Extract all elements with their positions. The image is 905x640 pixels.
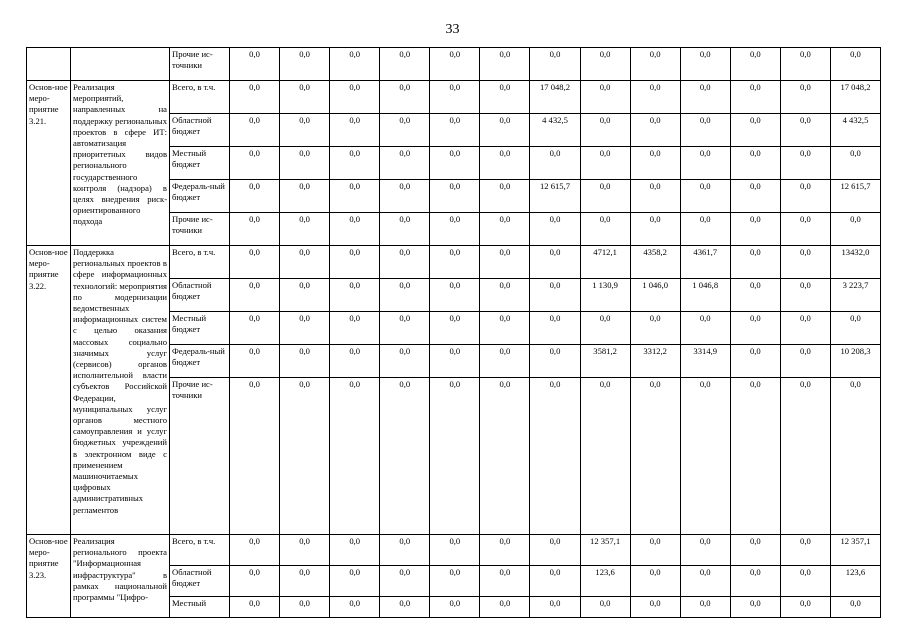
value-cell: 17 048,2 [530, 81, 580, 114]
value-cell: 0,0 [480, 81, 530, 114]
value-cell: 0,0 [430, 566, 480, 597]
event-cell: Основ-ное меро-приятие 3.21. [27, 81, 71, 246]
value-cell: 0,0 [280, 114, 330, 147]
value-cell: 0,0 [780, 378, 830, 535]
value-cell: 0,0 [730, 312, 780, 345]
value-cell: 0,0 [630, 180, 680, 213]
funding-source-cell: Всего, в т.ч. [170, 246, 230, 279]
value-cell: 0,0 [630, 147, 680, 180]
value-cell: 0,0 [530, 535, 580, 566]
value-cell: 0,0 [380, 597, 430, 618]
value-cell: 12 615,7 [530, 180, 580, 213]
value-cell: 0,0 [480, 312, 530, 345]
value-cell: 0,0 [580, 114, 630, 147]
value-cell: 0,0 [530, 279, 580, 312]
value-cell: 0,0 [480, 246, 530, 279]
value-cell: 0,0 [580, 378, 630, 535]
value-cell: 0,0 [830, 312, 880, 345]
value-cell: 0,0 [680, 180, 730, 213]
value-cell: 0,0 [780, 114, 830, 147]
value-cell: 4712,1 [580, 246, 630, 279]
value-cell: 0,0 [480, 147, 530, 180]
value-cell: 0,0 [680, 535, 730, 566]
value-cell: 0,0 [430, 597, 480, 618]
value-cell: 0,0 [430, 246, 480, 279]
table-row [27, 535, 881, 566]
value-cell: 0,0 [780, 246, 830, 279]
value-cell: 0,0 [280, 345, 330, 378]
value-cell: 0,0 [730, 48, 780, 81]
value-cell: 0,0 [330, 81, 380, 114]
event-cell: Основ-ное меро-приятие 3.23. [27, 535, 71, 618]
value-cell: 0,0 [380, 180, 430, 213]
value-cell: 0,0 [480, 180, 530, 213]
value-cell: 123,6 [830, 566, 880, 597]
value-cell: 0,0 [430, 378, 480, 535]
value-cell: 0,0 [280, 81, 330, 114]
value-cell: 13432,0 [830, 246, 880, 279]
value-cell: 3312,2 [630, 345, 680, 378]
value-cell: 0,0 [730, 597, 780, 618]
value-cell: 0,0 [380, 147, 430, 180]
value-cell: 0,0 [730, 213, 780, 246]
value-cell: 0,0 [780, 566, 830, 597]
value-cell: 0,0 [330, 180, 380, 213]
value-cell: 0,0 [730, 378, 780, 535]
value-cell: 12 615,7 [830, 180, 880, 213]
value-cell: 0,0 [580, 81, 630, 114]
value-cell: 0,0 [730, 566, 780, 597]
value-cell: 4 432,5 [830, 114, 880, 147]
value-cell: 0,0 [630, 81, 680, 114]
value-cell: 0,0 [330, 147, 380, 180]
value-cell: 0,0 [730, 345, 780, 378]
value-cell: 0,0 [730, 81, 780, 114]
value-cell: 0,0 [580, 312, 630, 345]
value-cell: 0,0 [280, 566, 330, 597]
value-cell: 0,0 [230, 114, 280, 147]
value-cell: 0,0 [230, 378, 280, 535]
value-cell: 0,0 [480, 597, 530, 618]
value-cell: 0,0 [630, 566, 680, 597]
value-cell: 3 223,7 [830, 279, 880, 312]
value-cell: 0,0 [380, 48, 430, 81]
funding-source-cell: Всего, в т.ч. [170, 81, 230, 114]
value-cell: 0,0 [380, 312, 430, 345]
value-cell: 0,0 [430, 114, 480, 147]
value-cell: 0,0 [530, 566, 580, 597]
value-cell: 0,0 [680, 81, 730, 114]
value-cell: 0,0 [280, 535, 330, 566]
page-number: 33 [445, 22, 460, 37]
value-cell: 12 357,1 [830, 535, 880, 566]
value-cell: 0,0 [330, 246, 380, 279]
value-cell: 0,0 [680, 597, 730, 618]
value-cell: 0,0 [630, 378, 680, 535]
value-cell: 0,0 [780, 147, 830, 180]
value-cell: 0,0 [330, 114, 380, 147]
value-cell: 0,0 [330, 213, 380, 246]
value-cell: 3581,2 [580, 345, 630, 378]
budget-table [26, 47, 881, 618]
value-cell: 17 048,2 [830, 81, 880, 114]
value-cell: 0,0 [430, 180, 480, 213]
value-cell: 0,0 [230, 81, 280, 114]
value-cell: 0,0 [430, 81, 480, 114]
value-cell: 0,0 [780, 597, 830, 618]
value-cell: 0,0 [680, 312, 730, 345]
value-cell: 0,0 [830, 48, 880, 81]
value-cell: 0,0 [630, 597, 680, 618]
value-cell: 0,0 [280, 48, 330, 81]
value-cell: 0,0 [830, 213, 880, 246]
value-cell: 0,0 [580, 597, 630, 618]
value-cell: 0,0 [230, 597, 280, 618]
value-cell: 0,0 [280, 213, 330, 246]
value-cell: 0,0 [680, 114, 730, 147]
value-cell: 0,0 [330, 312, 380, 345]
value-cell: 1 046,0 [630, 279, 680, 312]
value-cell: 0,0 [630, 312, 680, 345]
value-cell: 0,0 [480, 535, 530, 566]
value-cell: 1 130,9 [580, 279, 630, 312]
value-cell: 0,0 [530, 378, 580, 535]
value-cell: 0,0 [530, 147, 580, 180]
value-cell: 0,0 [280, 180, 330, 213]
value-cell: 0,0 [280, 312, 330, 345]
value-cell: 0,0 [330, 535, 380, 566]
value-cell: 0,0 [730, 535, 780, 566]
table-row [27, 81, 881, 114]
value-cell: 0,0 [730, 279, 780, 312]
value-cell: 0,0 [630, 535, 680, 566]
description-cell [71, 48, 170, 81]
value-cell: 0,0 [430, 147, 480, 180]
value-cell: 0,0 [730, 147, 780, 180]
value-cell: 0,0 [480, 378, 530, 535]
value-cell: 1 046,8 [680, 279, 730, 312]
value-cell: 0,0 [830, 378, 880, 535]
value-cell: 0,0 [380, 213, 430, 246]
value-cell: 4361,7 [680, 246, 730, 279]
value-cell: 0,0 [280, 378, 330, 535]
value-cell: 0,0 [480, 279, 530, 312]
value-cell: 0,0 [680, 378, 730, 535]
value-cell: 0,0 [630, 114, 680, 147]
value-cell: 0,0 [430, 312, 480, 345]
value-cell: 0,0 [280, 279, 330, 312]
value-cell: 0,0 [580, 213, 630, 246]
funding-source-cell: Местный бюджет [170, 147, 230, 180]
funding-source-cell: Местный [170, 597, 230, 618]
value-cell: 0,0 [780, 535, 830, 566]
value-cell: 0,0 [730, 180, 780, 213]
value-cell: 0,0 [380, 81, 430, 114]
value-cell: 0,0 [380, 279, 430, 312]
value-cell: 0,0 [480, 566, 530, 597]
table-row [27, 246, 881, 279]
value-cell: 0,0 [430, 48, 480, 81]
value-cell: 0,0 [230, 48, 280, 81]
value-cell: 0,0 [780, 48, 830, 81]
funding-source-cell: Всего, в т.ч. [170, 535, 230, 566]
funding-source-cell: Областной бюджет [170, 279, 230, 312]
value-cell: 3314,9 [680, 345, 730, 378]
value-cell: 0,0 [680, 213, 730, 246]
value-cell: 0,0 [580, 48, 630, 81]
funding-source-cell: Прочие ис-точники [170, 378, 230, 535]
value-cell: 0,0 [580, 147, 630, 180]
value-cell: 0,0 [230, 535, 280, 566]
funding-source-cell: Областной бюджет [170, 566, 230, 597]
table-row [27, 48, 881, 81]
value-cell: 0,0 [380, 378, 430, 535]
value-cell: 0,0 [680, 147, 730, 180]
value-cell: 0,0 [280, 147, 330, 180]
value-cell: 0,0 [380, 246, 430, 279]
value-cell: 0,0 [480, 213, 530, 246]
value-cell: 4358,2 [630, 246, 680, 279]
value-cell: 0,0 [830, 597, 880, 618]
value-cell: 0,0 [230, 312, 280, 345]
value-cell: 0,0 [630, 213, 680, 246]
value-cell: 0,0 [580, 180, 630, 213]
value-cell: 0,0 [380, 114, 430, 147]
value-cell: 0,0 [830, 147, 880, 180]
value-cell: 0,0 [380, 345, 430, 378]
value-cell: 0,0 [630, 48, 680, 81]
value-cell: 0,0 [280, 246, 330, 279]
description-cell: Реализация мероприятий, направленных на поддержку региональных проектов в сфере ИТ: автоматизация приоритетных видов регионального государственного контроля (надзора) в целях внедрения риск-ориентированного подхода [71, 81, 170, 246]
value-cell: 0,0 [530, 345, 580, 378]
value-cell: 0,0 [730, 246, 780, 279]
value-cell: 0,0 [780, 345, 830, 378]
funding-source-cell: Федераль-ный бюджет [170, 180, 230, 213]
value-cell: 0,0 [330, 279, 380, 312]
value-cell: 0,0 [780, 279, 830, 312]
value-cell: 0,0 [730, 114, 780, 147]
value-cell: 0,0 [380, 535, 430, 566]
event-cell: Основ-ное меро-приятие 3.22. [27, 246, 71, 535]
value-cell: 0,0 [430, 345, 480, 378]
value-cell: 0,0 [480, 345, 530, 378]
value-cell: 123,6 [580, 566, 630, 597]
value-cell: 0,0 [480, 48, 530, 81]
value-cell: 0,0 [230, 213, 280, 246]
funding-source-cell: Прочие ис-точники [170, 48, 230, 81]
value-cell: 0,0 [780, 213, 830, 246]
value-cell: 0,0 [230, 279, 280, 312]
value-cell: 0,0 [330, 378, 380, 535]
value-cell: 4 432,5 [530, 114, 580, 147]
event-cell [27, 48, 71, 81]
value-cell: 0,0 [530, 246, 580, 279]
value-cell: 0,0 [430, 535, 480, 566]
value-cell: 0,0 [330, 345, 380, 378]
value-cell: 0,0 [530, 312, 580, 345]
value-cell: 0,0 [680, 566, 730, 597]
value-cell: 0,0 [330, 566, 380, 597]
value-cell: 0,0 [780, 180, 830, 213]
value-cell: 12 357,1 [580, 535, 630, 566]
description-cell: Реализация регионального проекта "Информационная инфраструктура" в рамках национальной программы "Цифро- [71, 535, 170, 618]
value-cell: 0,0 [230, 345, 280, 378]
value-cell: 0,0 [330, 48, 380, 81]
value-cell: 0,0 [530, 213, 580, 246]
value-cell: 0,0 [780, 312, 830, 345]
value-cell: 0,0 [330, 597, 380, 618]
description-cell: Поддержка региональных проектов в сфере информационных технологий: мероприятия по модернизации ведомственных информационных систем с целью оказания массовых социально значимых услуг (сервисов) органов исполнительной власти субъектов Российской Федерации, муниципальных услуг органов местного самоуправления и услуг бюджетных учреждений в электронном виде с применением машиночитаемых цифровых административных регламентов [71, 246, 170, 535]
funding-source-cell: Федераль-ный бюджет [170, 345, 230, 378]
value-cell: 0,0 [230, 566, 280, 597]
value-cell: 0,0 [780, 81, 830, 114]
funding-source-cell: Местный бюджет [170, 312, 230, 345]
value-cell: 0,0 [480, 114, 530, 147]
value-cell: 0,0 [380, 566, 430, 597]
value-cell: 0,0 [230, 246, 280, 279]
value-cell: 10 208,3 [830, 345, 880, 378]
funding-source-cell: Прочие ис-точники [170, 213, 230, 246]
value-cell: 0,0 [530, 597, 580, 618]
value-cell: 0,0 [280, 597, 330, 618]
value-cell: 0,0 [530, 48, 580, 81]
value-cell: 0,0 [230, 180, 280, 213]
funding-source-cell: Областной бюджет [170, 114, 230, 147]
value-cell: 0,0 [680, 48, 730, 81]
value-cell: 0,0 [230, 147, 280, 180]
value-cell: 0,0 [430, 279, 480, 312]
value-cell: 0,0 [430, 213, 480, 246]
